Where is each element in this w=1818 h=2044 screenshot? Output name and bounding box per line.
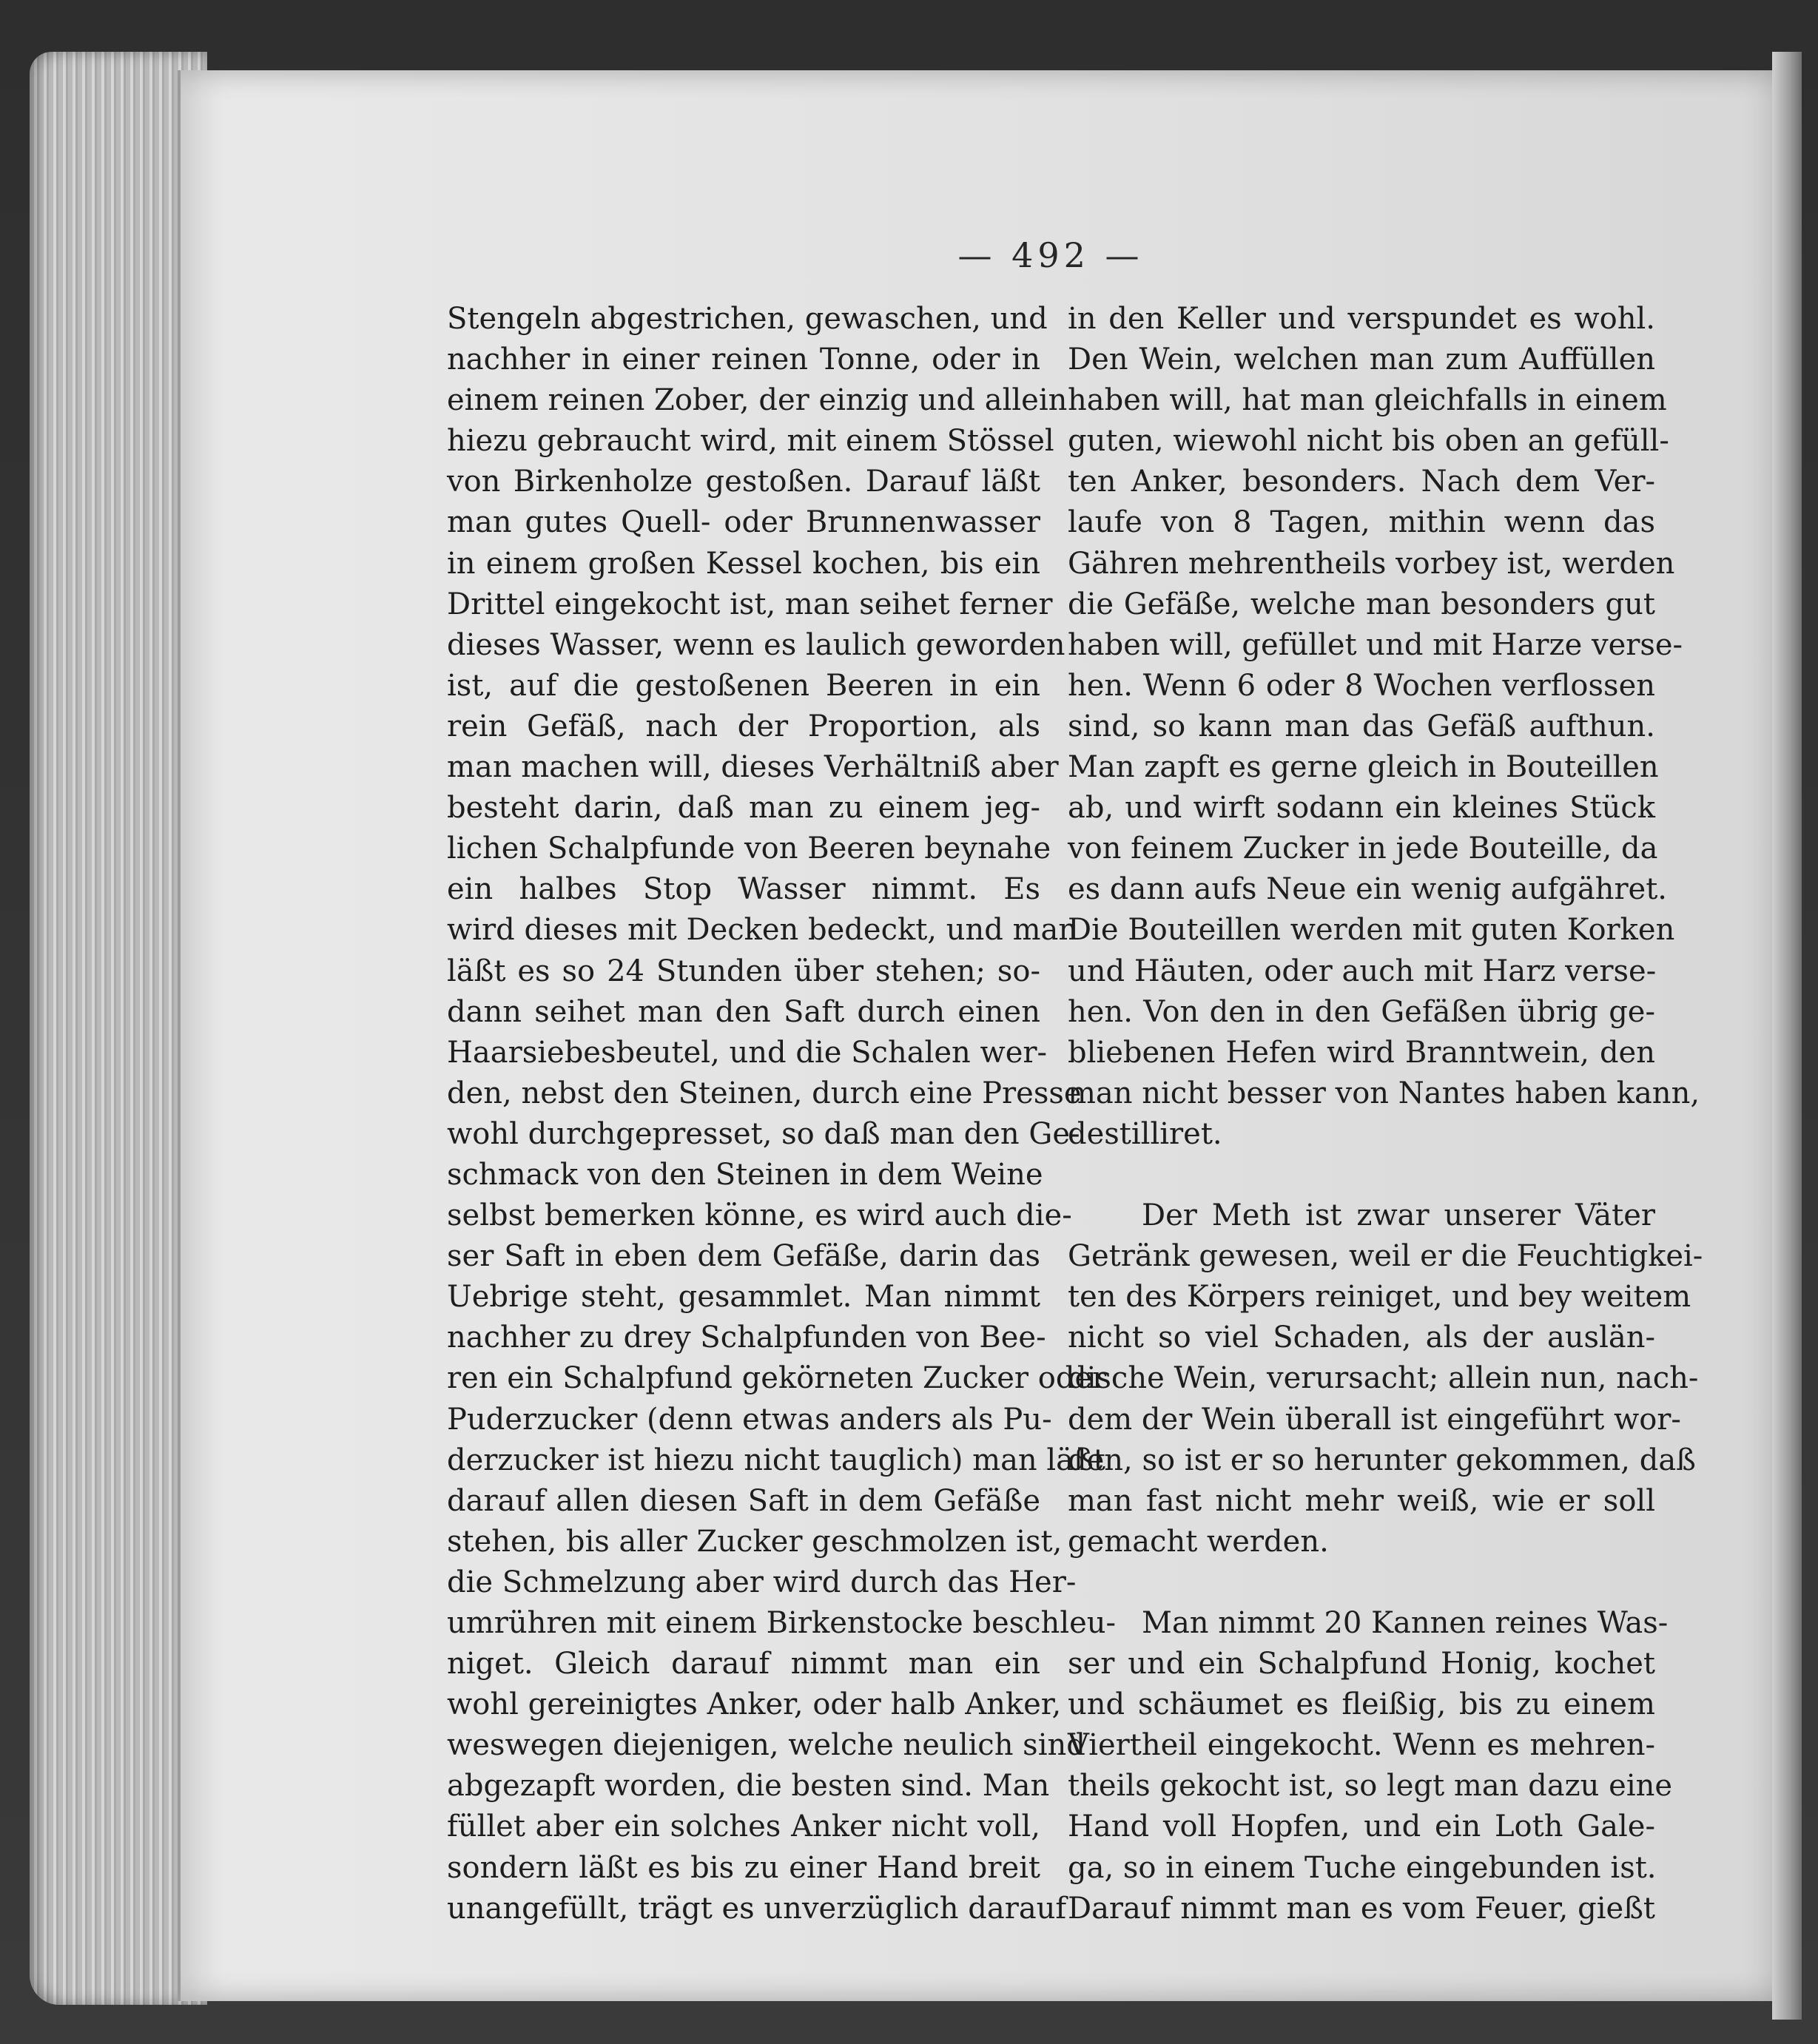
text-line: und Häuten, oder auch mit Harz verse- bbox=[1068, 954, 1657, 988]
text-line: die Schmelzung aber wird durch das Her- bbox=[447, 1565, 1077, 1599]
text-line: es dann aufs Neue ein wenig aufgähret. bbox=[1068, 872, 1668, 907]
text-line: darauf allen diesen Saft in dem Gefäße bbox=[447, 1483, 1040, 1518]
text-line: hen. Wenn 6 oder 8 Wochen verflossen bbox=[1068, 668, 1655, 703]
text-line: dische Wein, verursacht; allein nun, nach- bbox=[1068, 1361, 1699, 1396]
text-line: man gutes Quell- oder Brunnenwasser bbox=[447, 505, 1040, 540]
text-line: ren ein Schalpfund gekörneten Zucker oder bbox=[447, 1361, 1107, 1396]
text-line: nachher zu drey Schalpfunden von Bee- bbox=[447, 1320, 1046, 1355]
text-line: ser und ein Schalpfund Honig, kochet bbox=[1068, 1647, 1655, 1682]
text-line: hiezu gebraucht wird, mit einem Stössel bbox=[447, 424, 1054, 459]
text-line: in den Keller und verspundet es wohl. bbox=[1068, 302, 1655, 336]
text-line: unangefüllt, trägt es unverzüglich darauf bbox=[447, 1891, 1067, 1926]
text-line: nachher in einer reinen Tonne, oder in bbox=[447, 343, 1040, 377]
text-line: man machen will, dieses Verhältniß aber bbox=[447, 750, 1059, 785]
text-line: haben will, hat man gleichfalls in einem bbox=[1068, 383, 1667, 418]
text-line: ein halbes Stop Wasser nimmt. Es bbox=[447, 872, 1040, 907]
text-line: Der Meth ist zwar unserer Väter bbox=[1142, 1198, 1655, 1233]
text-line: den, so ist er so herunter gekommen, daß bbox=[1068, 1443, 1696, 1477]
text-line: sind, so kann man das Gefäß aufthun. bbox=[1068, 709, 1655, 743]
left-column bbox=[447, 299, 1117, 1929]
text-line: niget. Gleich darauf nimmt man ein bbox=[447, 1647, 1040, 1682]
text-line: dann seihet man den Saft durch einen bbox=[447, 994, 1040, 1029]
text-line: wird dieses mit Decken bedeckt, und man bbox=[447, 913, 1078, 948]
text-line: Viertheil eingekocht. Wenn es mehren- bbox=[1068, 1728, 1655, 1763]
text-line: Darauf nimmt man es vom Feuer, gießt bbox=[1068, 1891, 1655, 1926]
text-line: derzucker ist hiezu nicht tauglich) man läßt bbox=[447, 1443, 1105, 1477]
text-line: Man nimmt 20 Kannen reines Was- bbox=[1142, 1606, 1669, 1640]
text-line: besteht darin, daß man zu einem jeg- bbox=[447, 791, 1040, 826]
text-line: die Gefäße, welche man besonders gut bbox=[1068, 587, 1655, 621]
text-line: hen. Von den in den Gefäßen übrig ge- bbox=[1068, 994, 1655, 1029]
paragraph-gap bbox=[1068, 1155, 1655, 1195]
text-line: ga, so in einem Tuche eingebunden ist. bbox=[1068, 1850, 1657, 1885]
right-column bbox=[1068, 299, 1703, 1929]
text-line: destilliret. bbox=[1068, 1116, 1222, 1151]
text-line: von feinem Zucker in jede Bouteille, da bbox=[1068, 832, 1658, 866]
text-line: und schäumet es fleißig, bis zu einem bbox=[1068, 1687, 1655, 1722]
text-line: Drittel eingekocht ist, man seihet ferner bbox=[447, 587, 1053, 621]
text-line: man fast nicht mehr weiß, wie er soll bbox=[1068, 1483, 1655, 1518]
paragraph-gap bbox=[1068, 1562, 1655, 1603]
text-line: in einem großen Kessel kochen, bis ein bbox=[447, 546, 1040, 581]
text-line: gemacht werden. bbox=[1068, 1524, 1329, 1559]
text-line: lichen Schalpfunde von Beeren beynahe bbox=[447, 832, 1051, 866]
text-line: ser Saft in eben dem Gefäße, darin das bbox=[447, 1239, 1040, 1274]
text-line: füllet aber ein solches Anker nicht voll, bbox=[447, 1809, 1040, 1844]
text-line: Puderzucker (denn etwas anders als Pu- bbox=[447, 1402, 1052, 1437]
text-line: stehen, bis aller Zucker geschmolzen ist, bbox=[447, 1524, 1063, 1559]
text-line: Uebrige steht, gesammlet. Man nimmt bbox=[447, 1280, 1040, 1315]
right-page-edge bbox=[1772, 52, 1802, 2020]
text-line: dem der Wein überall ist eingeführt wor- bbox=[1068, 1402, 1681, 1437]
text-line: abgezapft worden, die besten sind. Man bbox=[447, 1769, 1050, 1804]
page-number: — 492 — bbox=[957, 235, 1144, 275]
text-line: weswegen diejenigen, welche neulich sind bbox=[447, 1728, 1085, 1763]
text-line: laufe von 8 Tagen, mithin wenn das bbox=[1068, 505, 1655, 540]
text-line: nicht so viel Schaden, als der auslän- bbox=[1068, 1320, 1655, 1355]
text-line: Stengeln abgestrichen, gewaschen, und bbox=[447, 302, 1048, 336]
text-line: rein Gefäß, nach der Proportion, als bbox=[447, 709, 1040, 743]
text-line: von Birkenholze gestoßen. Darauf läßt bbox=[447, 465, 1040, 499]
text-line: wohl gereinigtes Anker, oder halb Anker, bbox=[447, 1687, 1062, 1722]
text-line: schmack von den Steinen in dem Weine bbox=[447, 1157, 1043, 1192]
text-line: Die Bouteillen werden mit guten Korken bbox=[1068, 913, 1675, 948]
text-line: bliebenen Hefen wird Branntwein, den bbox=[1068, 1035, 1655, 1070]
text-line: Man zapft es gerne gleich in Bouteillen bbox=[1068, 750, 1659, 785]
text-line: den, nebst den Steinen, durch eine Presse bbox=[447, 1076, 1082, 1110]
text-line: ten Anker, besonders. Nach dem Ver- bbox=[1068, 465, 1655, 499]
text-line: wohl durchgepresset, so daß man den Ge- bbox=[447, 1116, 1080, 1151]
text-line: theils gekocht ist, so legt man dazu eine bbox=[1068, 1769, 1673, 1804]
text-line: ten des Körpers reiniget, und bey weitem bbox=[1068, 1280, 1691, 1315]
text-line: Den Wein, welchen man zum Auffüllen bbox=[1068, 343, 1655, 377]
text-line: sondern läßt es bis zu einer Hand breit bbox=[447, 1850, 1040, 1885]
text-line: guten, wiewohl nicht bis oben an gefüll- bbox=[1068, 424, 1669, 459]
text-line: läßt es so 24 Stunden über stehen; so- bbox=[447, 954, 1040, 988]
text-line: umrühren mit einem Birkenstocke beschleu- bbox=[447, 1606, 1117, 1640]
text-line: dieses Wasser, wenn es laulich geworden bbox=[447, 627, 1065, 662]
text-line: selbst bemerken könne, es wird auch die- bbox=[447, 1198, 1072, 1233]
text-line: Getränk gewesen, weil er die Feuchtigkei- bbox=[1068, 1239, 1703, 1274]
text-line: ab, und wirft sodann ein kleines Stück bbox=[1068, 791, 1655, 826]
text-line: man nicht besser von Nantes haben kann, bbox=[1068, 1076, 1700, 1110]
text-line: Haarsiebesbeutel, und die Schalen wer- bbox=[447, 1035, 1048, 1070]
text-line: ist, auf die gestoßenen Beeren in ein bbox=[447, 668, 1040, 703]
text-line: Gähren mehrentheils vorbey ist, werden bbox=[1068, 546, 1675, 581]
text-line: Hand voll Hopfen, und ein Loth Gale- bbox=[1068, 1809, 1655, 1844]
text-line: einem reinen Zober, der einzig und allein bbox=[447, 383, 1068, 418]
text-line: haben will, gefüllet und mit Harze verse- bbox=[1068, 627, 1683, 662]
